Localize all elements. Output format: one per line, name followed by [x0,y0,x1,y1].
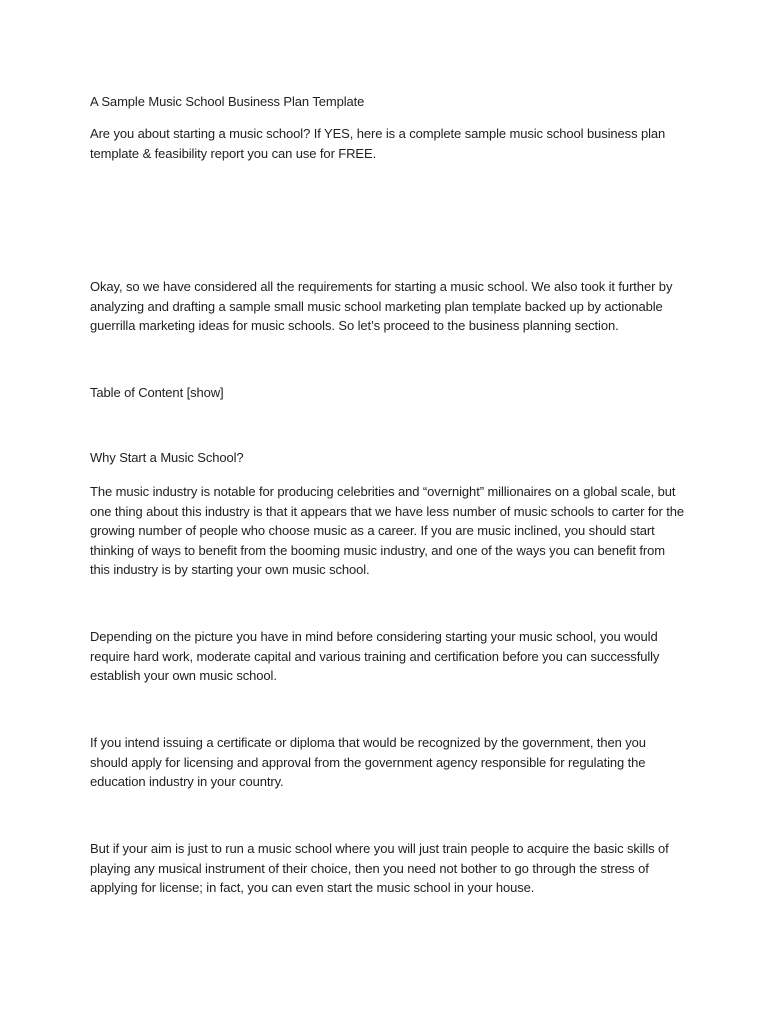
aim-paragraph: But if your aim is just to run a music school where you will just train people to acquire the basic skills of playing any musical instrument of their choice, then you need not bother to go through the stress of applying for license; in fact, you can even start the music school in your house. [90,841,669,896]
document-title: A Sample Music School Business Plan Template [90,94,365,109]
music-industry-paragraph: The music industry is notable for producing celebrities and “overnight” millionaires on a global scale, but one thing about this industry is that it appears that we have less number of music schools to carter for the growing number of people who choose music as a career. If you are music inclined, you should start thinking of ways to benefit from the booming music industry, and one of the ways you can benefit from this industry is by starting your own music school. [90,484,685,578]
table-of-content-link[interactable]: Table of Content [show] [90,385,224,400]
requirements-paragraph: Okay, so we have considered all the requirements for starting a music school. We also took it further by analyzing and drafting a sample small music school marketing plan template backed up by actionable guerrilla marketing ideas for music schools. So let’s proceed to the business planning section. [90,279,673,334]
certificate-paragraph: If you intend issuing a certificate or diploma that would be recognized by the government, then you should apply for licensing and approval from the government agency responsible for regulating the education industry in your country. [90,735,646,790]
why-start-heading: Why Start a Music School? [90,450,244,465]
intro-paragraph: Are you about starting a music school? If YES, here is a complete sample music school business plan template & feasibility report you can use for FREE. [90,126,666,161]
depending-paragraph: Depending on the picture you have in mind before considering starting your music school, you would require hard work, moderate capital and various training and certification before you can successfully establish your own music school. [90,629,660,684]
